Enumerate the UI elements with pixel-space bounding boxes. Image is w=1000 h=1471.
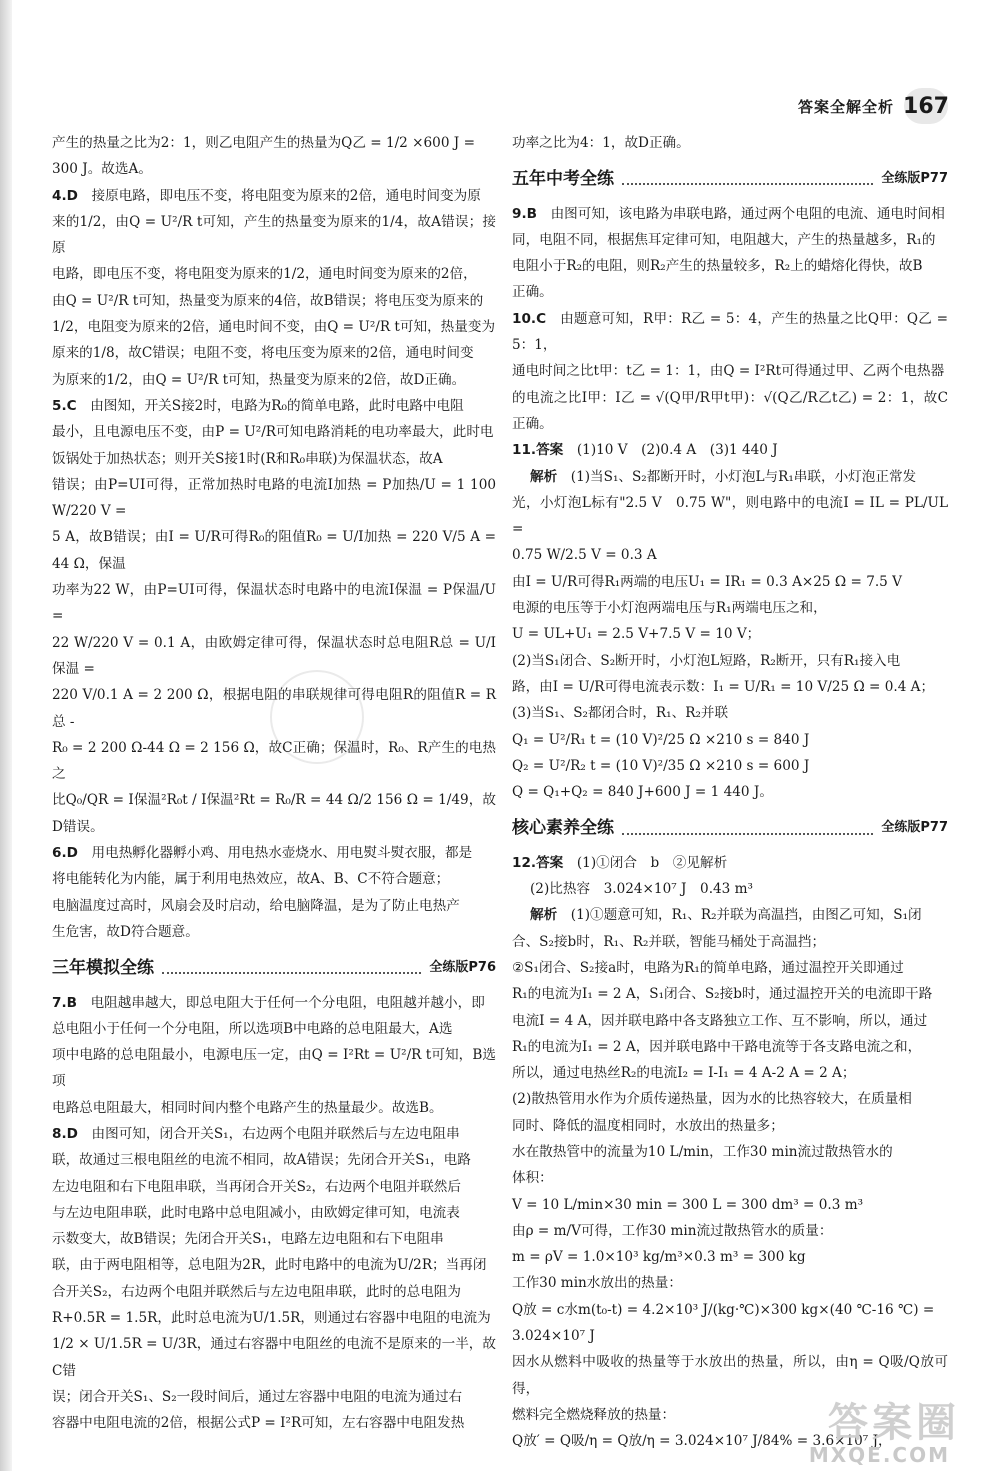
text-line: 饭锅处于加热状态；则开关S接1时(R和R₀串联)为保温状态，故A [52, 450, 443, 467]
analysis-label: 解析 [530, 468, 558, 485]
right-column [512, 130, 948, 1455]
text-line: 同时、降低的温度相同时，水放出的热量多； [512, 1117, 784, 1134]
analysis-line [512, 464, 948, 490]
text-line: 联，故通过三根电阻丝的电流不相同，故A错误；先闭合开关S₁，电路 [52, 1152, 471, 1169]
leader-dots [622, 173, 873, 185]
text-line: R₀ = 2 200 Ω-44 Ω = 2 156 Ω，故C正确；保温时，R₀、R产生的电热之 [52, 739, 496, 783]
text-line: 所以，通过电热丝R₂的电流I₂ = I-I₁ = 4 A-2 A = 2 A； [512, 1065, 856, 1082]
text-line: 生危害，故D符合题意。 [52, 923, 199, 940]
text-line: 电阻小于R₂的电阻，则R₂产生的热量较多，R₂上的蜡熔化得快，故B [512, 258, 923, 275]
page-header [798, 88, 948, 124]
text-line: 体积： [512, 1170, 553, 1187]
text-line: R₁的电流为I₁ = 2 A，因并联电路中干路电流等于各支路电流之和， [512, 1038, 922, 1055]
paragraph: 产生的热量之比为2：1，则乙电阻产生的热量为Q乙 = 1/2 ×600 J = [52, 135, 475, 151]
text-line: (3)当S₁、S₂都闭合时，R₁、R₂并联 [512, 705, 729, 722]
text-line: 由图可知，闭合开关S₁，右边两个电阻并联然后与左边电阻串 [91, 1125, 460, 1142]
text-line: 与左边电阻串联，此时电路中总电阻减小，由欧姆定律可知，电流表 [52, 1204, 460, 1221]
answer-text: (1)10 V (2)0.4 A (3)1 440 J [576, 442, 778, 459]
leader-dots [622, 823, 873, 835]
text-line: 比Q₀/QR = I保温²R₀t / I保温²Rt = R₀/R = 44 Ω/2 156 Ω = 1/49，故D错误。 [52, 792, 496, 835]
text-line: 由题意可知，R甲：R乙 = 5：4，产生的热量之比Q甲：Q乙 = 5：1， [512, 310, 948, 354]
text-line: 由Q = U²/R t可知，热量变为原来的4倍，故B错误；将电压变为原来的 [52, 292, 484, 309]
text-line: 电路总电阻最大，相同时间内整个电路产生的热量最少。故选B。 [52, 1099, 443, 1116]
answer-4 [52, 183, 496, 209]
section-title: 核心素养全练 [512, 818, 614, 839]
text-line: 联，由于两电阻相等，总电阻为2R，此时电路中的电流为U/2R；当再闭 [52, 1257, 487, 1274]
analysis-line [512, 902, 948, 928]
watermark-seal-text: 答案圈 [828, 1400, 960, 1446]
question-number: 8.D [52, 1125, 78, 1142]
text-line: 正确。 [512, 284, 553, 301]
text-line: (1)当S₁、S₂都断开时，小灯泡L与R₁串联，小灯泡正常发 [570, 468, 917, 485]
text-line: 电阻越串越大，即总电阻大于任何一个分电阻，电阻越并越小，即 [90, 994, 485, 1011]
text-line: (2)散热管用水作为介质传递热量，因为水的比热容较大，在质量相 [512, 1091, 912, 1108]
text-line: 原来的1/8，故C错误；电阻不变，将电压变为原来的2倍，通电时间变 [52, 345, 474, 362]
answer-7 [52, 990, 496, 1016]
text-line: 水在散热管中的流量为10 L/min，工作30 min流过散热管水的 [512, 1143, 893, 1160]
text-line: 1/2 × U/1.5R = U/3R，通过右容器中电阻丝的电流不是原来的一半，故C错 [52, 1336, 496, 1379]
header-title: 答案全解全析 [797, 97, 894, 116]
text-line: (2)当S₁闭合、S₂断开时，小灯泡L短路，R₂断开，只有R₁接入电 [512, 652, 901, 669]
text-line: 将电能转化为内能，属于利用电热效应，故A、B、C不符合题意； [52, 871, 450, 888]
text-line: U = UL+U₁ = 2.5 V+7.5 V = 10 V； [512, 626, 761, 643]
text-line: 来的1/2，由Q = U²/R t可知，产生的热量变为原来的1/4，故A错误；接原 [52, 213, 496, 257]
text-line: 合、S₂接b时，R₁、R₂并联，智能马桶处于高温挡； [512, 933, 826, 950]
text-line: 电源的电压等于小灯泡两端电压与R₁两端电压之和， [512, 600, 827, 617]
section-header-core-literacy [512, 815, 948, 841]
text-line: 由图可知，该电路为串联电路，通过两个电阻的电流、通电时间相 [550, 205, 945, 222]
text-line: 由ρ = m/V可得，工作30 min流过散热管水的质量： [512, 1222, 833, 1239]
text-line: 光，小灯泡L标有"2.5 V 0.75 W"，则电路中的电流I = IL = PL/UL = [512, 494, 948, 538]
page-binding-edge [0, 0, 12, 1471]
question-number: 5.C [52, 397, 77, 414]
text-line: R+0.5R = 1.5R，此时总电流为U/1.5R，则通过右容器中电阻的电流为 [52, 1310, 491, 1327]
section-title: 三年模拟全练 [52, 958, 154, 979]
question-number: 12.答案 [512, 854, 564, 871]
question-number: 7.B [52, 994, 77, 1011]
answer-9 [512, 201, 948, 227]
paragraph: 300 J。故选A。 [52, 161, 152, 178]
text-line: 合开关S₂，右边两个电阻并联然后与左边电阻串联，此时的总电阻为 [52, 1283, 461, 1300]
text-line: 电路，即电压不变，将电阻变为原来的1/2，通电时间变为原来的2倍， [52, 266, 477, 283]
text-line: ②S₁闭合、S₂接a时，电路为R₁的简单电路，通过温控开关即通过 [512, 959, 904, 976]
text-line: 燃料完全燃烧释放的热量： [512, 1406, 676, 1423]
section-title: 五年中考全练 [512, 169, 614, 190]
text-line: 路，由I = U/R可得电流表示数：I₁ = U/R₁ = 10 V/25 Ω = 0.4 A； [512, 678, 935, 695]
text-line: V = 10 L/min×30 min = 300 L = 300 dm³ = 0.3 m³ [512, 1196, 864, 1213]
text-line: 因水从燃料中吸收的热量等于水放出的热量，所以，由η = Q吸/Q放可得， [512, 1354, 948, 1397]
left-column [52, 130, 496, 1437]
text-line: 由I = U/R可得R₁两端的电压U₁ = IR₁ = 0.3 A×25 Ω = 7.5 V [512, 573, 902, 590]
text-line: 示数变大，故B错误；先闭合开关S₁，电路左边电阻和右下电阻串 [52, 1231, 444, 1248]
text-line: (1)①题意可知，R₁、R₂并联为高温挡，由图乙可知，S₁闭 [570, 907, 922, 924]
text-line: 最小，且电源电压不变，由P = U²/R可知电路消耗的电功率最大，此时电 [52, 424, 494, 441]
text-line: 3.024×10⁷ J [512, 1328, 595, 1345]
text-line: Q₁ = U²/R₁ t = (10 V)²/25 Ω ×210 s = 840 J [512, 731, 810, 748]
watermark-url: MXQE.COM [808, 1443, 950, 1467]
text-line: Q₂ = U²/R₂ t = (10 V)²/35 Ω ×210 s = 600 J [512, 757, 810, 774]
text-line: 电流I = 4 A，因并联电路中各支路独立工作、互不影响，所以，通过 [512, 1012, 928, 1029]
paragraph: 功率之比为4：1，故D正确。 [512, 135, 690, 151]
text-line: 功率为22 W，由P=UI可得，保温状态时电路中的电流I保温 = P保温/U = [52, 582, 496, 625]
leader-dots [162, 962, 421, 974]
analysis-label: 解析 [530, 907, 558, 924]
question-number: 11.答案 [512, 442, 564, 459]
question-number: 4.D [52, 187, 78, 204]
text-line: Q放′ = Q吸/η = Q放/η = 3.024×10⁷ J/84% = 3.6×10⁷ J， [512, 1433, 892, 1450]
text-line: 误；闭合开关S₁、S₂一段时间后，通过左容器中电阻的电流为通过右 [52, 1388, 463, 1405]
text-line: 电脑温度过高时，风扇会及时启动，给电脑降温，是为了防止电热产 [52, 897, 460, 914]
text-line: 的电流之比I甲：I乙 = √(Q甲/R甲t甲)：√(Q乙/R乙t乙) = 2：1，故C正确。 [512, 389, 948, 432]
question-number: 10.C [512, 310, 547, 327]
text-line: Q放 = c水m(t₀-t) = 4.2×10³ J/(kg·℃)×300 kg×(40 ℃-16 ℃) = [512, 1301, 935, 1318]
text-line: 总电阻小于任何一个分电阻，所以选项B中电路的总电阻最大，A选 [52, 1020, 453, 1037]
answer-11 [512, 437, 948, 463]
text-line: 左边电阻和右下电阻串联，当再闭合开关S₂，右边两个电阻并联然后 [52, 1178, 461, 1195]
question-number: 9.B [512, 205, 537, 222]
answer-text: (1)①闭合 b ②见解析 [576, 854, 728, 871]
answer-8 [52, 1121, 496, 1147]
text-line: 同，电阻不同，根据焦耳定律可知，电阻越大，产生的热量越多，R₁的 [512, 231, 936, 248]
text-line: 接原电路，即电压不变，将电阻变为原来的2倍，通电时间变为原 [91, 187, 481, 204]
text-line: 通电时间之比t甲：t乙 = 1：1，由Q = I²Rt可得通过甲、乙两个电热器 [512, 363, 945, 380]
text-line: 0.75 W/2.5 V = 0.3 A [512, 547, 657, 564]
answer-text: (2)比热容 3.024×10⁷ J 0.43 m³ [530, 881, 753, 898]
text-line: 容器中电阻电流的2倍，根据公式P = I²R可知，左右容器中电阻发热 [52, 1415, 465, 1432]
question-number: 6.D [52, 845, 78, 862]
text-line: 项中电路的总电阻最小，电源电压一定，由Q = I²Rt = U²/R t可知，B选项 [52, 1047, 496, 1090]
text-line: 为原来的1/2，由Q = U²/R t可知，热量变为原来的2倍，故D正确。 [52, 371, 466, 388]
text-line: 用电热孵化器孵小鸡、用电热水壶烧水、用电熨斗熨衣服，都是 [91, 845, 473, 862]
section-reference: 全练版P77 [881, 820, 948, 836]
text-line: m = ρV = 1.0×10³ kg/m³×0.3 m³ = 300 kg [512, 1249, 806, 1266]
section-header-three-year [52, 955, 496, 981]
answer-10 [512, 306, 948, 359]
section-header-five-year [512, 166, 948, 192]
answer-6 [52, 840, 496, 866]
text-line: Q = Q₁+Q₂ = 840 J+600 J = 1 440 J。 [512, 784, 773, 801]
section-reference: 全练版P77 [881, 171, 948, 187]
watermark-logo [770, 1391, 970, 1471]
text-line: 由图知，开关S接2时，电路为R₀的简单电路，此时电路中电阻 [90, 397, 464, 414]
text-line: 错误；由P=UI可得，正常加热时电路的电流I加热 = P加热/U = 1 100 W/220 V = [52, 476, 496, 520]
section-reference: 全练版P76 [429, 960, 496, 976]
text-line: 1/2，电阻变为原来的2倍，通电时间不变，由Q = U²/R t可知，热量变为 [52, 319, 496, 336]
answer-5 [52, 393, 496, 419]
answer-12 [512, 850, 948, 876]
page-number: 167 [904, 88, 948, 124]
text-line: 5 A，故B错误；由I = U/R可得R₀的阻值R₀ = U/I加热 = 220 V/5 A = 44 Ω，保温 [52, 529, 496, 572]
text-line: R₁的电流为I₁ = 2 A，S₁闭合、S₂接b时，通过温控开关的电流即干路 [512, 986, 933, 1003]
text-line: 22 W/220 V = 0.1 A，由欧姆定律可得，保温状态时总电阻R总 = U/I保温 = [52, 634, 496, 677]
text-line: 220 V/0.1 A = 2 200 Ω，根据电阻的串联规律可得电阻R的阻值R = R总 - [52, 687, 496, 730]
text-line: 工作30 min水放出的热量： [512, 1275, 682, 1292]
